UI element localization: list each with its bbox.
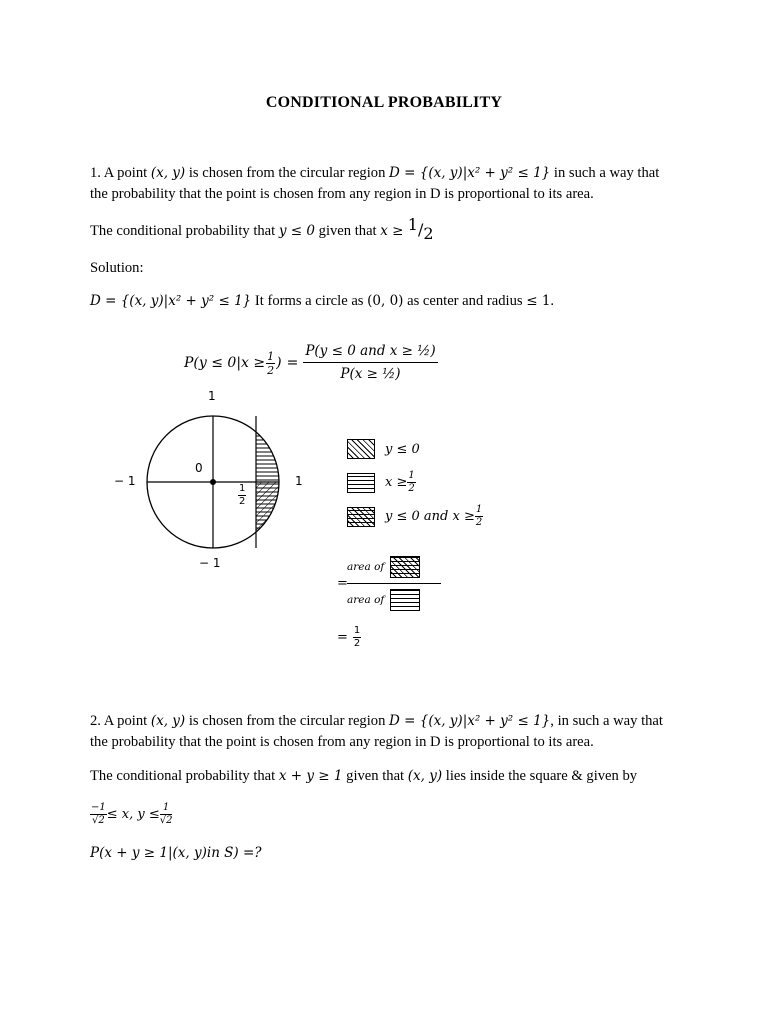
problem1-intro: 1. A point [90, 165, 151, 181]
problem1-line2: the probability that the point is chosen from any region in D is proportional to its area. [90, 186, 594, 202]
problem2-condition [90, 766, 637, 786]
solution-end: . [550, 293, 555, 309]
legend-half-den-2: 2 [475, 517, 483, 528]
ratio-den-swatch [390, 589, 420, 611]
formula-fraction [303, 342, 437, 382]
ratio-numerator [347, 556, 420, 578]
diagram-label-origin: 0 [195, 461, 203, 475]
diagram-label-half [238, 484, 246, 507]
formula-lhs-pre: P(y ≤ 0|x ≥ [184, 355, 266, 371]
bound-mid: ≤ x, y ≤ [106, 806, 160, 822]
problem2-cond-expr: x + y ≥ 1 [278, 768, 343, 784]
problem1-point: (x, y) [150, 165, 186, 181]
ratio-equals: = [337, 576, 348, 591]
formula-lhs-num: 1 [267, 349, 275, 363]
diagram-label-top: 1 [208, 389, 216, 403]
problem1-region: D = {(x, y)|x² + y² ≤ 1} [389, 165, 551, 181]
formula-equals: = [286, 355, 299, 371]
result-den: 2 [353, 638, 361, 649]
ratio-denominator [347, 589, 420, 611]
solution-text2: as center and radius [403, 293, 527, 309]
problem1-cond-x: x ≥ [380, 223, 408, 239]
formula-numerator: P(y ≤ 0 and x ≥ ½) [303, 345, 437, 364]
legend-label-x-ge: x ≥ [385, 475, 408, 490]
formula-denominator: P(x ≥ ½) [340, 366, 401, 382]
problem1-cond-pre: The conditional probability that [90, 223, 279, 239]
formula-lhs-den: 2 [267, 363, 275, 377]
problem1-condition [90, 215, 434, 243]
problem1-line1 [90, 163, 659, 183]
problem2-line1 [90, 711, 663, 731]
solution-statement [90, 291, 554, 311]
legend-half-num-2: 1 [475, 504, 483, 515]
ratio-den-text: area of [347, 594, 385, 606]
bound-left-fraction [90, 803, 107, 826]
solution-label: Solution: [90, 260, 144, 276]
problem2-bounds [90, 798, 172, 830]
ratio-num-swatch [390, 556, 420, 578]
legend-item-y-le-0 [347, 439, 420, 459]
result-equals: = [337, 630, 348, 645]
problem2-point: (x, y) [150, 713, 186, 729]
legend-item-x-ge-half [347, 471, 416, 494]
formula-lhs-post: ) [276, 355, 282, 371]
diagram-label-right: 1 [295, 474, 303, 488]
problem1-cond-y: y ≤ 0 [278, 223, 315, 239]
legend-fraction-half [407, 471, 415, 494]
bound-right-num: 1 [160, 803, 173, 815]
problem1-cond-half-num: 1 [407, 215, 418, 234]
result-num: 1 [353, 625, 361, 636]
legend-item-intersection [347, 505, 483, 528]
diagram-half-den: 2 [239, 496, 246, 507]
bound-left-num: −1 [91, 801, 106, 813]
origin-dot [210, 479, 216, 485]
problem2-cond-pre: The conditional probability that [90, 768, 279, 784]
legend-swatch-horizontal [347, 473, 375, 493]
legend-label-intersection: y ≤ 0 and x ≥ [385, 509, 475, 524]
result-fraction [353, 626, 361, 649]
problem2-cond-mid: given that [342, 768, 408, 784]
diagram-label-bottom: − 1 [199, 556, 221, 570]
problem1-cond-half-den: 2 [423, 224, 434, 243]
problem1-cond-mid: given that [315, 223, 381, 239]
problem2-cond-xy: (x, y) [407, 768, 443, 784]
bound-left-den: √2 [92, 814, 105, 826]
diagram-half-num: 1 [239, 483, 246, 494]
bound-right-den: √2 [159, 814, 173, 826]
diagram-label-left: − 1 [114, 474, 136, 488]
legend-swatch-diagonal [347, 439, 375, 459]
problem1-post: in such a way that [550, 165, 660, 181]
problem1-mid: is chosen from the circular region [185, 165, 390, 181]
ratio-num-text: area of [347, 561, 385, 573]
problem1-cond-half-sep: / [417, 220, 424, 239]
problem2-question: P(x + y ≥ 1|(x, y)in S) =? [90, 845, 262, 861]
problem2-post: , in such a way that [550, 713, 663, 729]
legend-label-y-le-0: y ≤ 0 [385, 441, 420, 457]
region-y-le-0-and-x-ge-half [256, 482, 296, 562]
result [337, 626, 361, 649]
formula-lhs-fraction [266, 351, 275, 376]
problem2-cond-post: lies inside the square & given by [442, 768, 638, 784]
legend-swatch-crosshatch [347, 507, 375, 527]
solution-region: D = {(x, y)|x² + y² ≤ 1} [90, 293, 252, 309]
legend-fraction-half-2 [475, 505, 483, 528]
legend-half-num: 1 [408, 470, 415, 481]
problem2-line2: the probability that the point is chosen from any region in D is proportional to its area. [90, 734, 594, 750]
problem2-mid: is chosen from the circular region [185, 713, 390, 729]
bound-right-fraction [160, 803, 173, 826]
page-title: CONDITIONAL PROBABILITY [265, 94, 503, 111]
conditional-formula [184, 338, 438, 388]
problem2-region: D = {(x, y)|x² + y² ≤ 1} [389, 713, 551, 729]
solution-text: It forms a circle as [251, 293, 368, 309]
problem2-intro: 2. A point [90, 713, 151, 729]
solution-radius: ≤ 1 [526, 293, 551, 309]
solution-center: (0, 0) [367, 293, 404, 309]
legend-half-den: 2 [408, 483, 415, 494]
ratio-bar [347, 583, 441, 584]
